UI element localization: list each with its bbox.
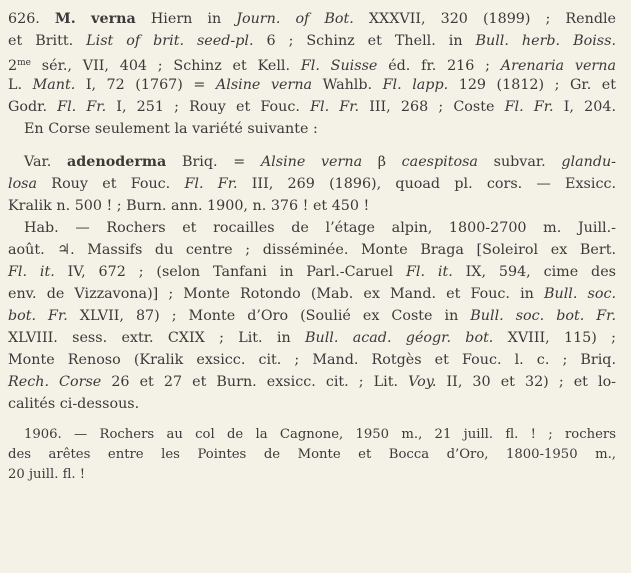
entry-line-5: Godr. Fl. Fr. I, 251 ; Rouy et Fouc. Fl. Fr. III, 268 ; Coste Fl. Fr. I, 204. (8, 99, 616, 115)
variety-line-1: Var. adenoderma Briq. = Alsine verna β caespitosa subvar. glandu- (24, 154, 617, 170)
obs-line-2: des arêtes entre les Pointes de Monte et Bocca d’Oro, 1800-1950 m., (8, 447, 616, 462)
habitat-line-1: Hab. — Rochers et rocailles de l’étage alpin, 1800-2700 m. Juill.- (24, 220, 616, 236)
variety-line-3: Kralik n. 500 ! ; Burn. ann. 1900, n. 376 ! et 450 ! (8, 198, 370, 214)
journal-title: Journ. of Bot. (236, 11, 354, 27)
habitat-line-5: bot. Fr. XLVII, 87) ; Monte d’Oro (Soulié ex Coste in Bull. soc. bot. Fr. (8, 308, 616, 324)
obs-line-3: 20 juill. fl. ! (8, 467, 86, 482)
obs-line-1: 1906. — Rochers au col de la Cagnone, 1950 m., 21 juill. fl. ! ; rochers (24, 427, 616, 442)
variety-line-2: losa Rouy et Fouc. Fl. Fr. III, 269 (1896), quoad pl. cors. — Exsicc. (8, 176, 616, 192)
habitat-line-2: août. ♃. Massifs du centre ; disséminée. Monte Braga [Soleirol ex Bert. (8, 242, 616, 258)
entry-line-3: $2^{me}$ sér., VII, 404 ; Schinz et Kell. Fl. Suisse éd. fr. 216 ; Arenaria verna (8, 58, 616, 74)
entry-line-4: L. Mant. I, 72 (1767) = Alsine verna Wahlb. Fl. lapp. 129 (1812) ; Gr. et (8, 77, 617, 93)
entry-number: 626. (8, 11, 55, 27)
species-name: M. verna (54, 11, 136, 27)
habitat-line-7: Monte Renoso (Kralik exsicc. cit. ; Mand. Rotgès et Fouc. l. c. ; Briq. (8, 352, 616, 368)
habitat-line-8: Rech. Corse 26 et 27 et Burn. exsicc. cit. ; Lit. Voy. II, 30 et 32) ; et lo- (8, 374, 617, 390)
variety-name: adenoderma (67, 154, 167, 170)
habitat-line-6: XLVIII. sess. extr. CXIX ; Lit. in Bull. acad. géogr. bot. XVIII, 115) ; (8, 330, 616, 346)
entry-line-2: et Britt. List of brit. seed-pl. 6 ; Schinz et Thell. in Bull. herb. Boiss. (8, 33, 616, 49)
habitat-line-9: calités ci-dessous. (8, 396, 140, 412)
entry-line-6: En Corse seulement la variété suivante : (24, 121, 318, 137)
entry-line-1: 626. M. verna Hiern in Journ. of Bot. XXXVII, 320 (1899) ; Rendle (8, 11, 617, 27)
habitat-line-3: Fl. it. IV, 672 ; (selon Tanfani in Parl.-Caruel Fl. it. IX, 594, cime des (8, 264, 616, 280)
habitat-line-4: env. de Vizzavona)] ; Monte Rotondo (Mab. ex Mand. et Fouc. in Bull. soc. (8, 286, 616, 302)
